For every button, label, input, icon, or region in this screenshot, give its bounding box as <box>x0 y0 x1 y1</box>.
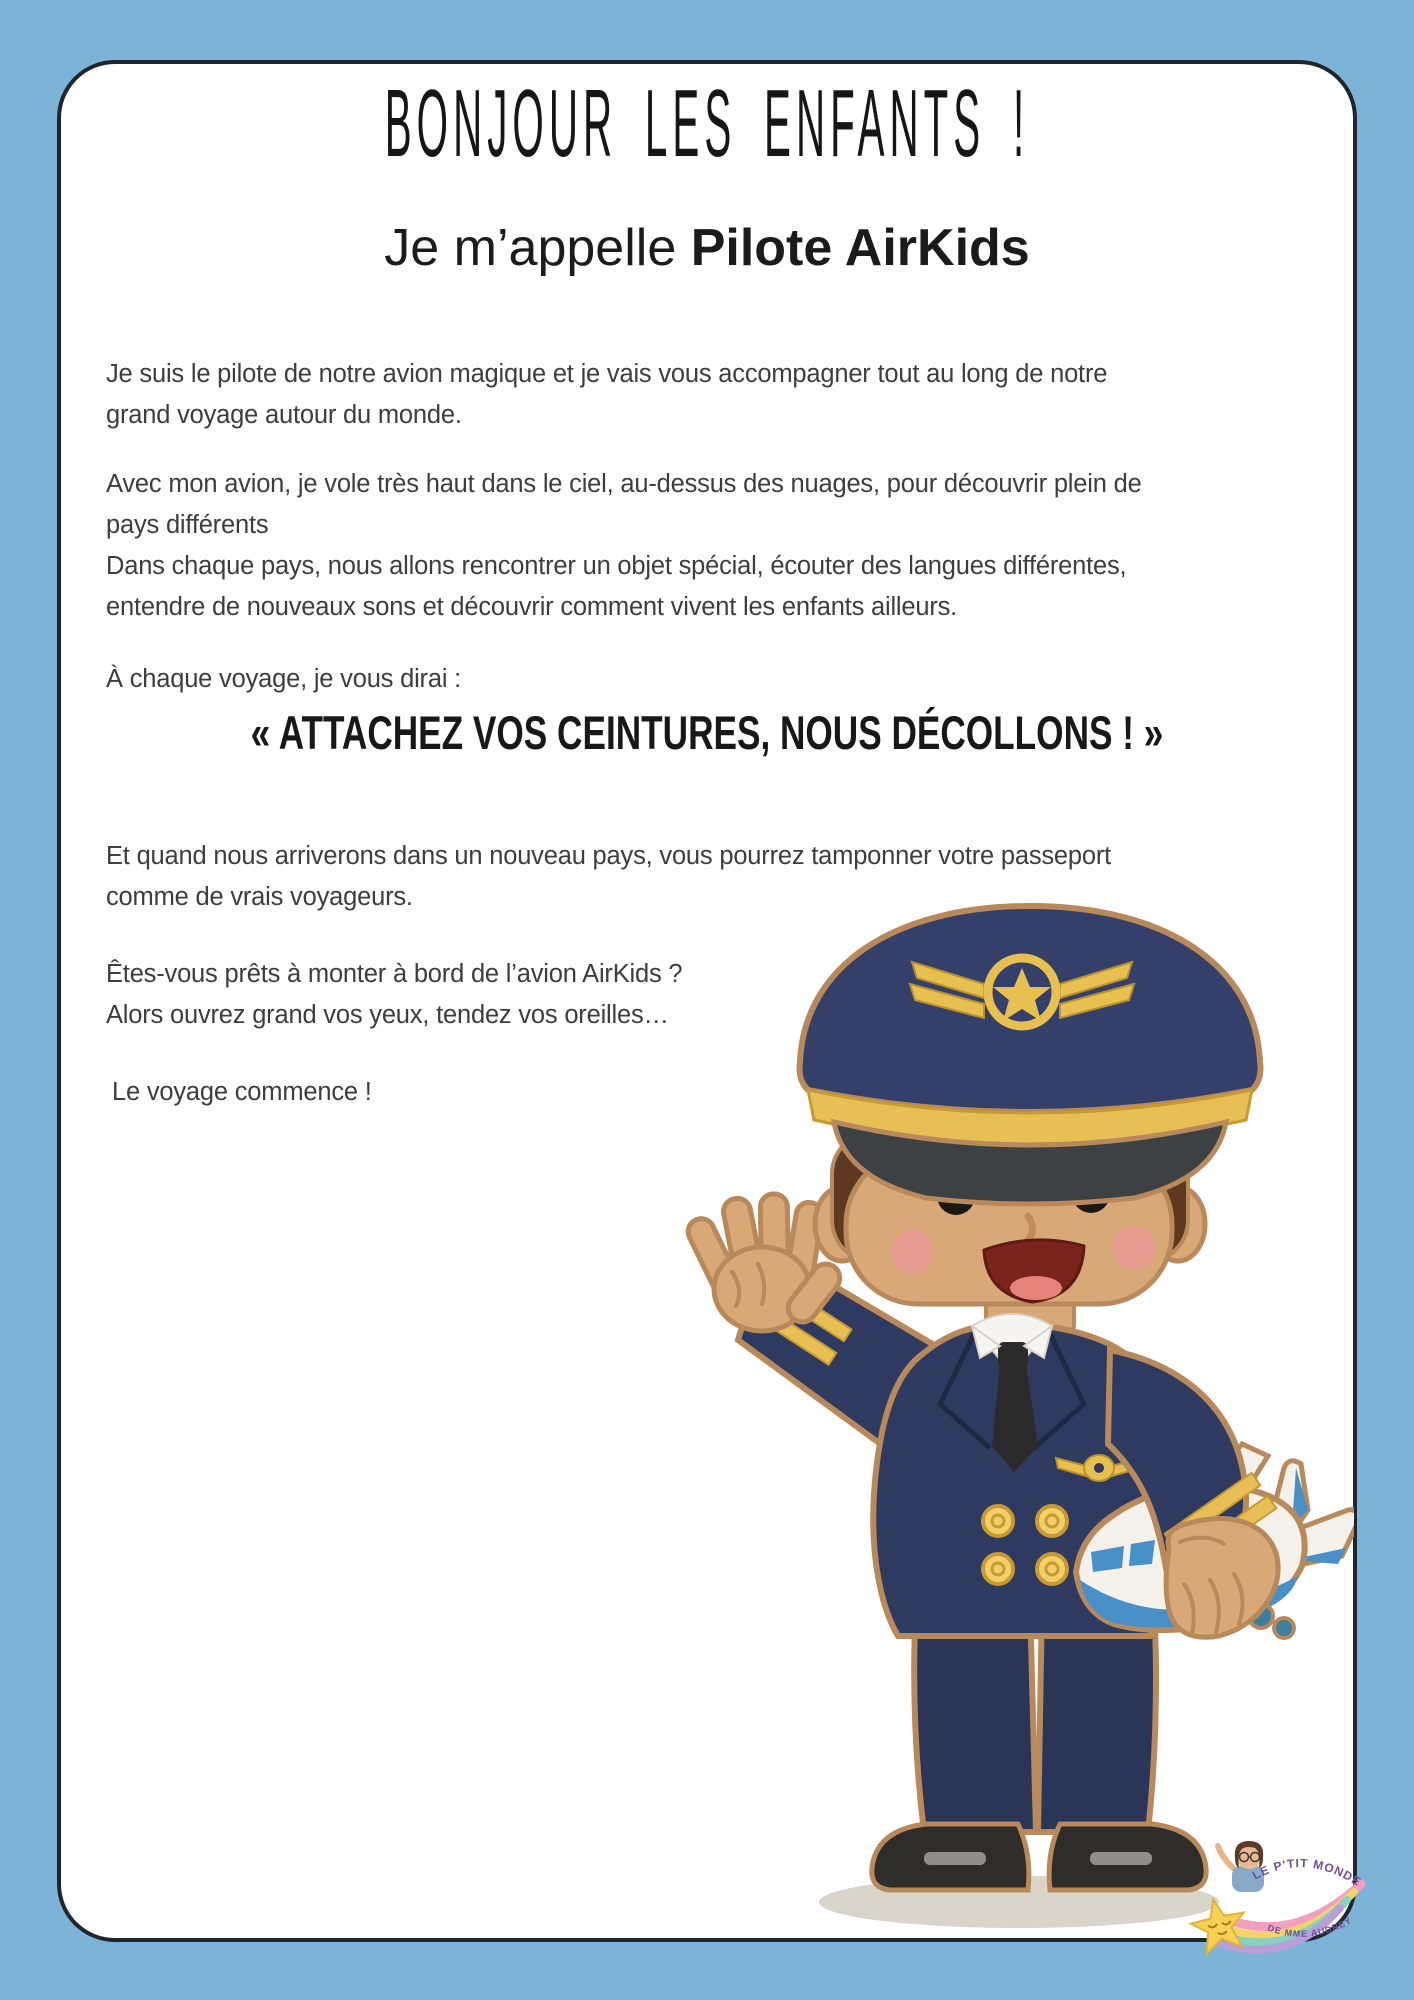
svg-text:LE P'TIT MONDE <box>1250 1856 1364 1889</box>
left-cheek <box>890 1230 934 1274</box>
brand-logo <box>1183 1826 1373 1961</box>
paragraph-line: Êtes-vous prêts à monter à bord de l’avion AirKids ? <box>106 960 683 988</box>
paragraph-announce: À chaque voyage, je vous dirai : <box>106 665 462 693</box>
right-cheek <box>1112 1226 1156 1270</box>
logo-text-top: LE P'TIT MONDE <box>1249 1856 1365 1890</box>
paragraph-line: Je suis le pilote de notre avion magique et je vais vous accompagner tout au long de notre <box>106 360 1108 388</box>
subtitle-pilot-name: Pilote AirKids <box>690 219 1030 277</box>
paragraph-line: pays différents <box>106 511 269 539</box>
logo-text-bottom: DE MME AUDREY <box>1266 1914 1354 1939</box>
paragraph-journey <box>106 464 1142 628</box>
paragraph-voyage-begins: Le voyage commence ! <box>112 1078 372 1106</box>
paragraph-intro <box>106 354 1107 436</box>
paragraph-line: comme de vrais voyageurs. <box>106 883 413 911</box>
page-subtitle <box>61 219 1353 277</box>
pilot-illustration <box>594 704 1354 1954</box>
callout-fasten-seatbelts: « ATTACHEZ VOS CEINTURES, NOUS DÉCOLLONS ! » <box>250 706 1164 760</box>
paragraph-line: grand voyage autour du monde. <box>106 401 462 429</box>
paragraph-line: Alors ouvrez grand vos yeux, tendez vos oreilles… <box>106 1001 669 1029</box>
paragraph-line: Avec mon avion, je vole très haut dans le ciel, au-dessus des nuages, pour découvrir plein de <box>106 470 1142 498</box>
paragraph-line: Dans chaque pays, nous allons rencontrer un objet spécial, écouter des langues différentes, <box>106 552 1127 580</box>
pilot-cap <box>799 906 1260 1204</box>
paragraph-line: entendre de nouveaux sons et découvrir comment vivent les enfants ailleurs. <box>106 593 958 621</box>
content-card <box>57 60 1357 1942</box>
page-title: BONJOUR LES ENFANTS ! <box>384 69 1030 177</box>
paragraph-line: Et quand nous arriverons dans un nouveau pays, vous pourrez tamponner votre passeport <box>106 842 1112 870</box>
subtitle-prefix: Je m’appelle <box>384 219 691 277</box>
